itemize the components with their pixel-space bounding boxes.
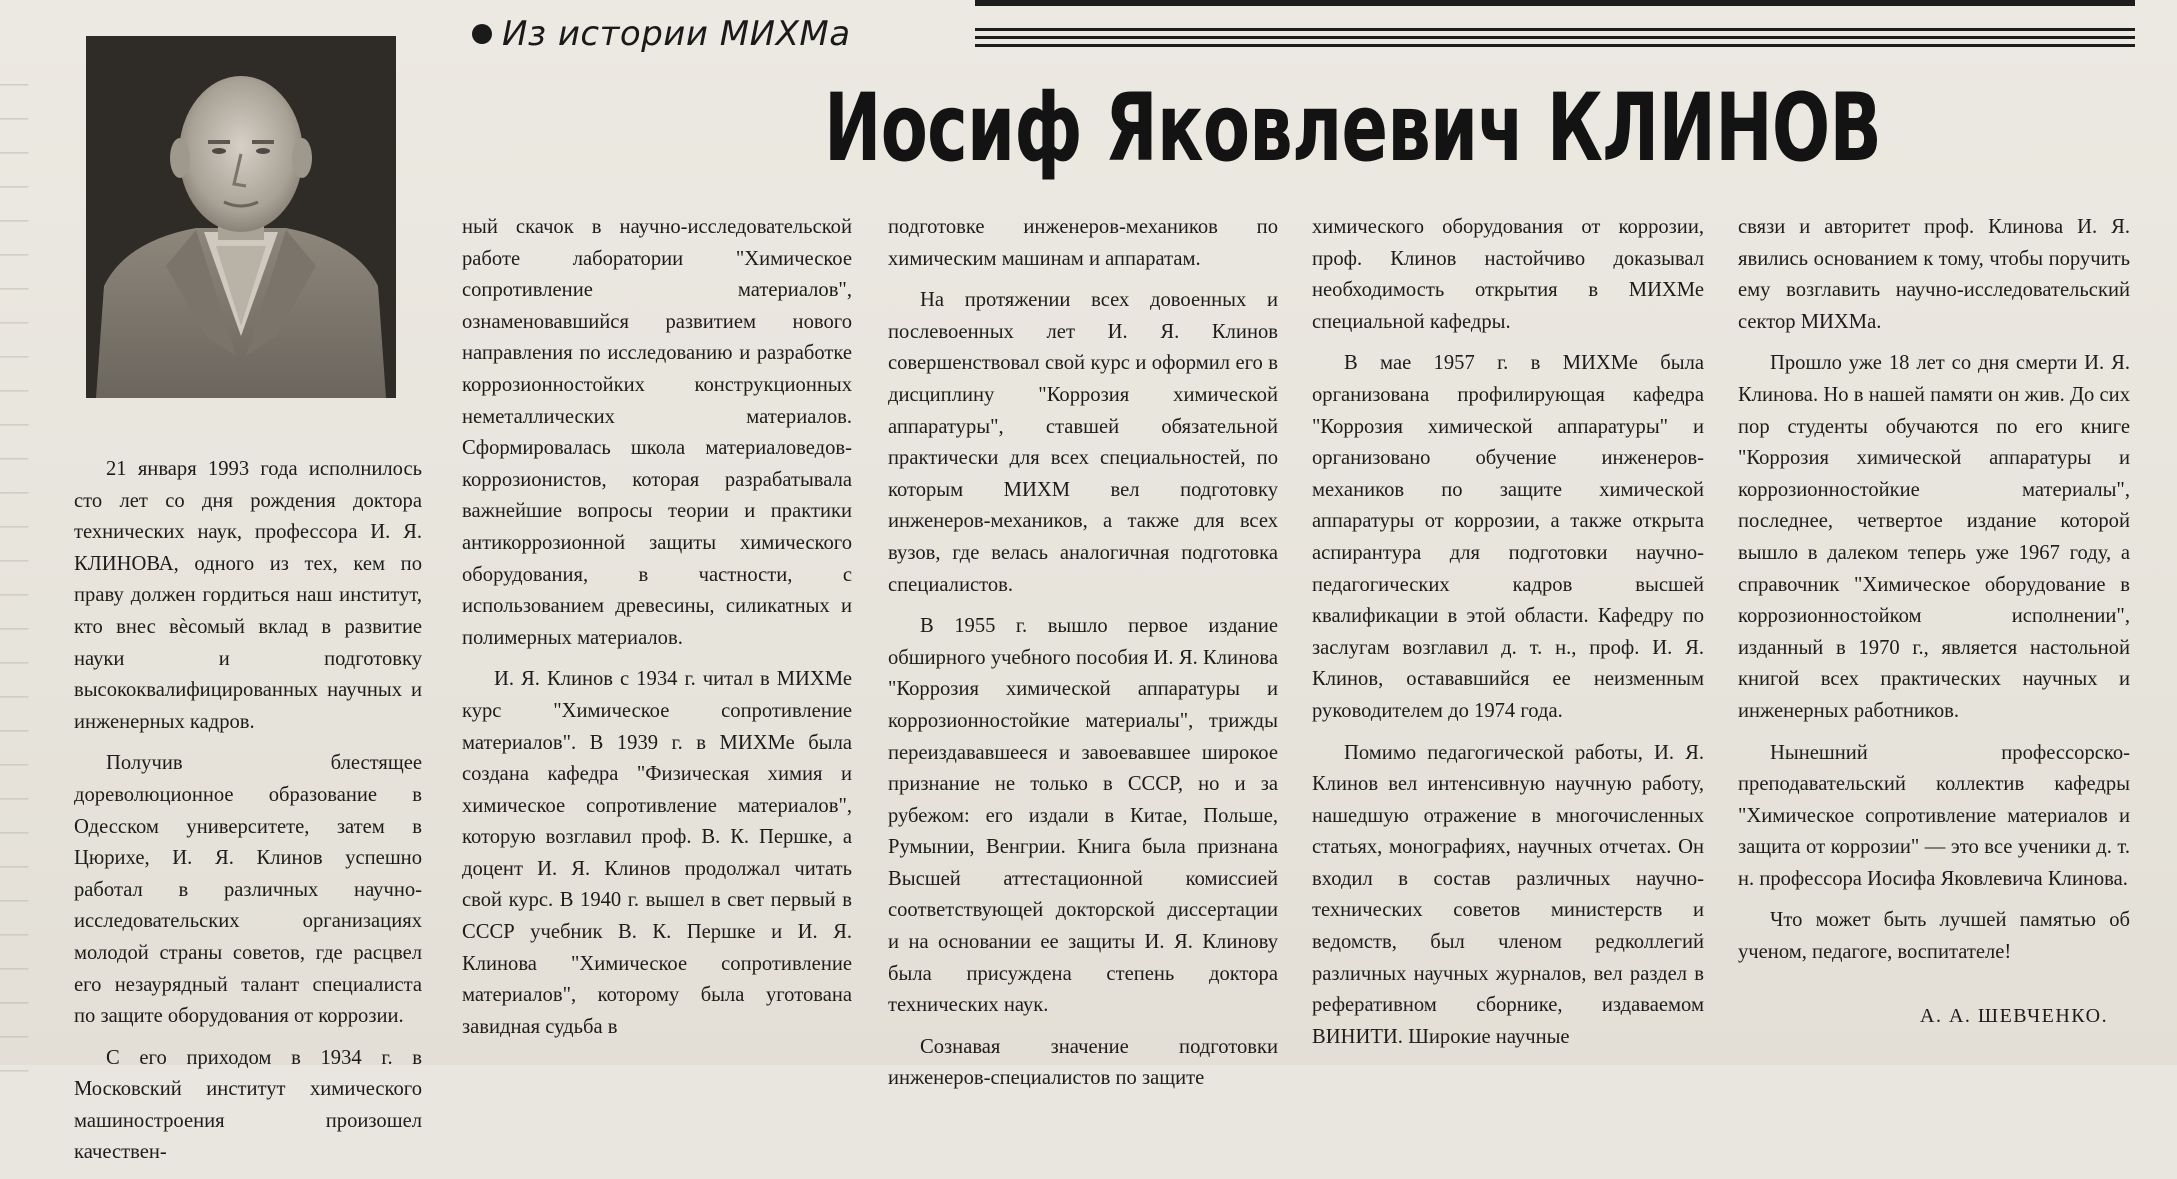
article-column-4 <box>1312 212 1704 1063</box>
portrait-photo <box>86 36 396 398</box>
bullet-icon <box>472 24 492 44</box>
paragraph: подготовке инженеров-механиков по химическим машинам и аппаратам. <box>888 216 1278 270</box>
paragraph: связи и авторитет проф. Клинова И. Я. явились основанием к тому, чтобы поручить ему возглавить научно-исследовательский сектор МИХМа. <box>1738 216 2130 333</box>
top-rule <box>975 0 2135 6</box>
header-rules <box>975 28 2135 52</box>
paragraph: Нынешний профессорско-преподавательский коллектив кафедры "Химическое сопротивление материалов и защита от коррозии" — это все ученики д. т. н. профессора Иосифа Яковлевича Клинова. <box>1738 741 2130 890</box>
rubric-label: Из истории МИХМа <box>502 14 851 54</box>
paragraph: химического оборудования от коррозии, проф. Клинов настойчиво доказывал необходимость открытия в МИХМе специальной кафедры. <box>1312 216 1704 333</box>
article-column-2 <box>462 212 852 1053</box>
paragraph: В 1955 г. вышло первое издание обширного учебного пособия И. Я. Клинова "Коррозия химической аппаратуры и коррозионностойкие материалы", трижды переиздававшееся и завоевавшее широкое признание не только в СССР, но и за рубежом: его издали в Китае, Польше, Румынии, Венгрии. Книга была признана Высшей аттестационной комиссией соответствующей докторской диссертации и на основании ее защиты И. Я. Клинову была присуждена степень доктора технических наук. <box>888 615 1278 1017</box>
paragraph: Помимо педагогической работы, И. Я. Клинов вел интенсивную научную работу, нашедшую отражение в многочисленных статьях, монографиях, научных отчетах. Он входил в состав различных научно-технических советов министерств и ведомств, был членом редколлегий различных научных журналов, вел раздел в реферативном сборнике, издаваемом ВИНИТИ. Широкие научные <box>1312 741 1704 1048</box>
portrait-image <box>86 36 396 398</box>
paragraph: В мае 1957 г. в МИХМе была организована профилирующая кафедра "Коррозия химической аппаратуры" и организовано обучение инженеров-механиков по защите химической аппаратуры от коррозии, а также открыта аспирантура для подготовки научно-педагогических кадров высшей квалификации в этой области. Кафедру по заслугам возглавил д. т. н., проф. И. Я. Клинов, остававшийся ее неизменным руководителем до 1974 года. <box>1312 352 1704 722</box>
paragraph: ный скачок в научно-исследовательской работе лаборатории "Химическое сопротивление материалов", ознаменовавшийся развитием нового направления по исследованию и разработке коррозионностойких конструкционных неметаллических материалов. Сформировалась школа материаловедов-коррозионистов, которая разрабатывала важнейшие вопросы теории и практики антикоррозионной защиты химического оборудования, в частности, с использованием древесины, силикатных и полимерных материалов. <box>462 216 852 649</box>
paragraph: И. Я. Клинов с 1934 г. читал в МИХМе курс "Химическое сопротивление материалов". В 1939 г. в МИХМе была создана кафедра "Физическая химия и химическое сопротивление материалов", которую возглавил проф. В. К. Першке, а доцент И. Я. Клинов продолжал читать свой курс. В 1940 г. вышел в свет первый в СССР учебник В. К. Першке и И. Я. Клинова "Химическое сопротивление материалов", которому была уготована завидная судьба в <box>462 668 852 1038</box>
paragraph: На протяжении всех довоенных и послевоенных лет И. Я. Клинов совершенствовал свой курс и оформил его в дисциплину "Коррозия химической аппаратуры", ставшей обязательной практически для всех специальностей, по которым МИХМ вел подготовку инженеров-механиков, а также для всех вузов, где велась аналогичная подготовка специалистов. <box>888 289 1278 596</box>
article-column-5 <box>1738 212 2130 979</box>
bleed-through-text: ── ── ── ── ── ── ── ── ── ── ── ── ── ── ── ── ── ── ── ── ── ── ── ── ── ── ── ── ── ── <box>0 74 29 1082</box>
paragraph: 21 января 1993 года исполнилось сто лет со дня рождения доктора технических наук, профессора И. Я. КЛИНОВА, одного из тех, кем по праву должен гордиться наш институт, кто внес вѐсомый вклад в развитие науки и подготовку высококвалифицированных научных и инженерных кадров. <box>74 458 422 733</box>
paragraph: Что может быть лучшей памятью об ученом, педагоге, воспитателе! <box>1738 909 2130 964</box>
paragraph: Прошло уже 18 лет со дня смерти И. Я. Клинова. Но в нашей памяти он жив. До сих пор студенты обучаются по его книге "Коррозия химической аппаратуры и коррозионностойкие материалы", последнее, четвертое издание которой вышло в далеком теперь уже 1967 году, а справочник "Химическое оборудование в коррозионностойком исполнении", изданный в 1970 г., является настольной книгой всех практических научных и инженерных работников. <box>1738 352 2130 722</box>
author-signature: А. А. ШЕВЧЕНКО. <box>1920 1005 2109 1027</box>
section-rubric <box>472 14 851 54</box>
article-headline: Иосиф Яковлевич КЛИНОВ <box>824 74 1882 183</box>
paragraph: С его приходом в 1934 г. в Московский институт химического машиностроения произошел качествен- <box>74 1046 422 1164</box>
paragraph: Сознавая значение подготовки инженеров-специалистов по защите <box>888 1035 1278 1090</box>
article-column-1 <box>74 454 422 1179</box>
paragraph: Получив блестящее дореволюционное образование в Одесском университете, затем в Цюрихе, И. Я. Клинов успешно работал в различных научно-исследовательских организациях молодой страны советов, где расцвел его незаурядный талант специалиста по защите оборудования от коррозии. <box>74 752 422 1028</box>
article-column-3 <box>888 212 1278 1105</box>
